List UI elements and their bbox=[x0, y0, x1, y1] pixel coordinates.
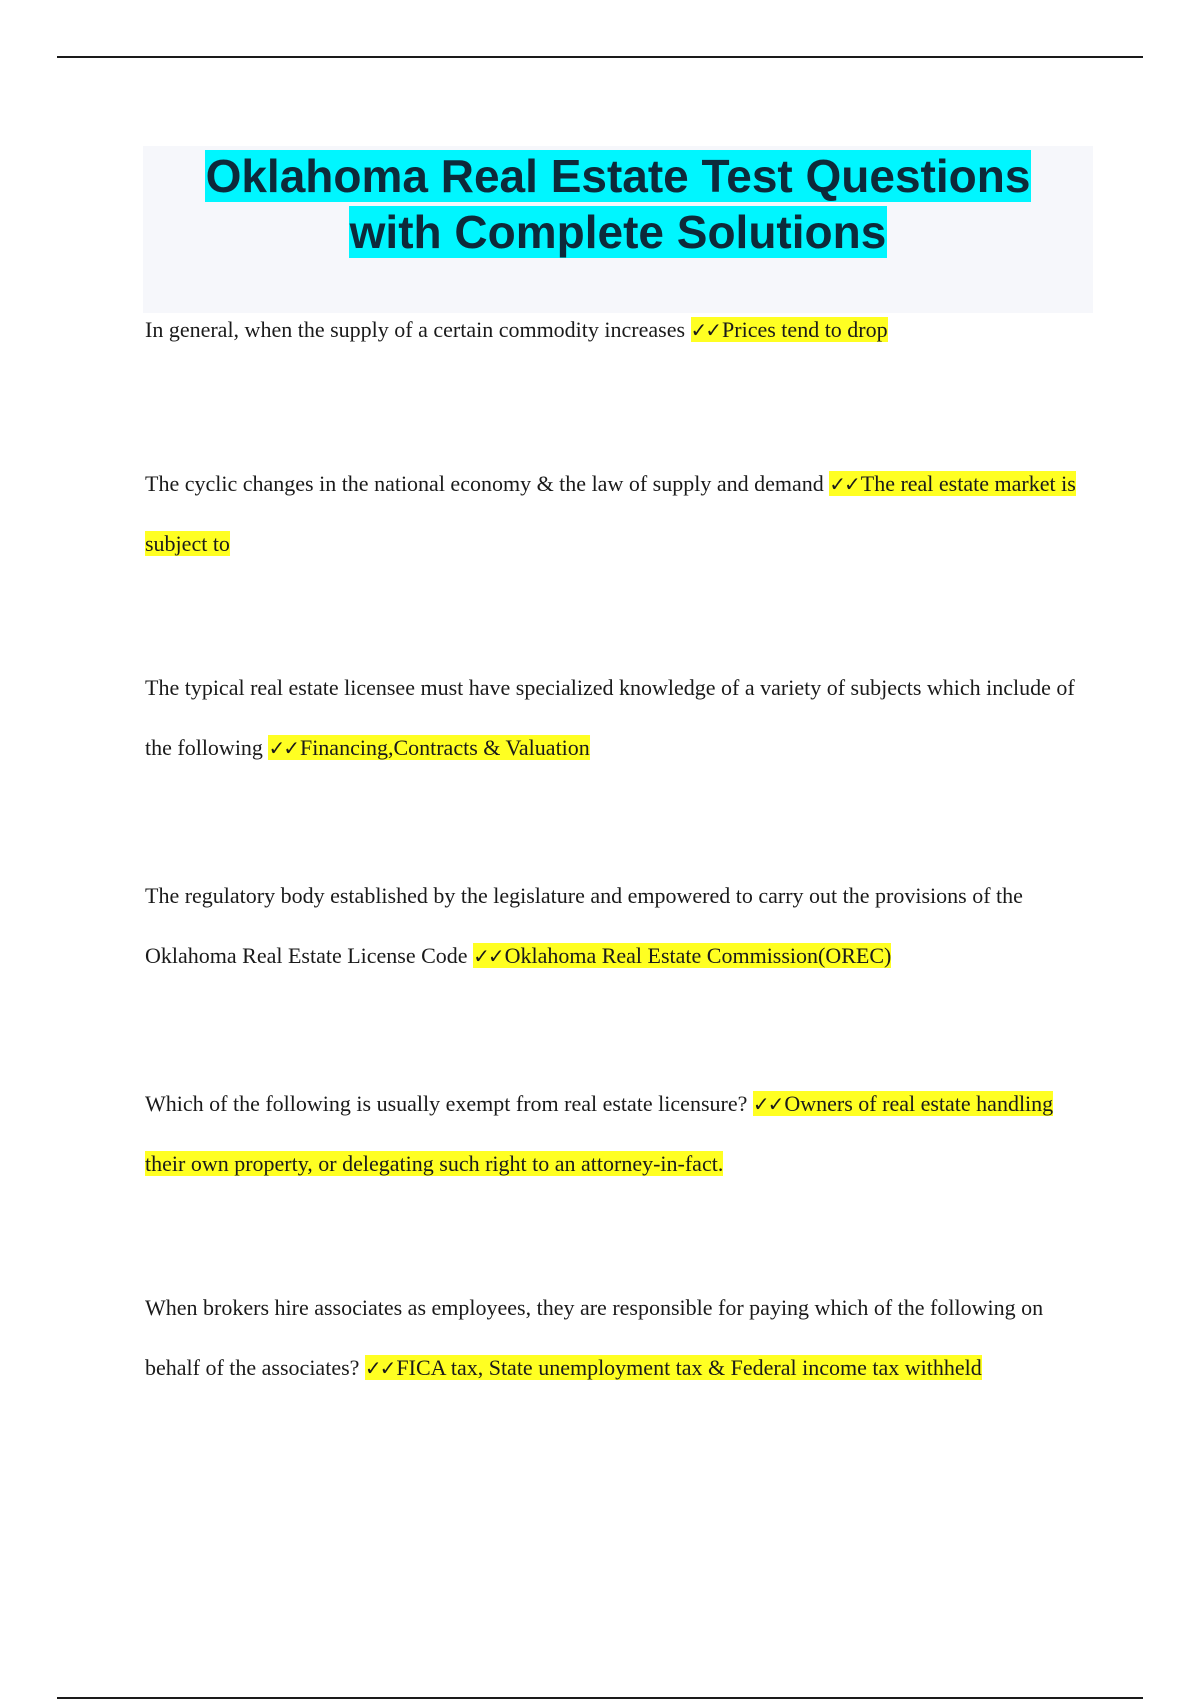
qa-item-1 bbox=[145, 300, 1085, 360]
qa-item-4 bbox=[145, 866, 1085, 986]
answer-highlight bbox=[268, 735, 589, 760]
answer-text: Prices tend to drop bbox=[722, 317, 888, 342]
qa-item-2 bbox=[145, 454, 1085, 574]
bottom-rule bbox=[57, 1697, 1143, 1699]
title-block bbox=[143, 146, 1093, 313]
double-check-icon: ✓✓ bbox=[268, 736, 298, 760]
question-text: When brokers hire associates as employees, they are responsible for paying which of the following on behalf of the associates? bbox=[145, 1295, 1044, 1380]
answer-text: FICA tax, State unemployment tax & Federal income tax withheld bbox=[396, 1355, 982, 1380]
document-title-line-2: with Complete Solutions bbox=[349, 206, 887, 258]
double-check-icon: ✓✓ bbox=[364, 1356, 395, 1380]
answer-highlight bbox=[365, 1355, 982, 1380]
qa-item-5 bbox=[145, 1074, 1085, 1194]
answer-text: The real estate market is subject to bbox=[145, 471, 1076, 556]
top-rule bbox=[57, 56, 1143, 58]
double-check-icon: ✓✓ bbox=[473, 944, 503, 968]
question-text: In general, when the supply of a certain commodity increases bbox=[145, 317, 686, 342]
double-check-icon: ✓✓ bbox=[829, 472, 859, 496]
document-title-line-1: Oklahoma Real Estate Test Questions bbox=[205, 150, 1031, 202]
double-check-icon: ✓✓ bbox=[690, 318, 721, 342]
question-text: The regulatory body established by the legislature and empowered to carry out the provisions of the Oklahoma Real Estate License Code bbox=[145, 883, 1023, 968]
answer-highlight bbox=[473, 943, 891, 968]
answer-text: Owners of real estate handling their own property, or delegating such right to an attorney-in-fact. bbox=[145, 1091, 1054, 1176]
double-check-icon: ✓✓ bbox=[752, 1092, 783, 1116]
question-text: The typical real estate licensee must have specialized knowledge of a variety of subjects which include of the following bbox=[145, 675, 1075, 760]
qa-item-6 bbox=[145, 1278, 1085, 1398]
answer-text: Oklahoma Real Estate Commission(OREC) bbox=[504, 943, 892, 968]
question-text: The cyclic changes in the national economy & the law of supply and demand bbox=[145, 471, 824, 496]
qa-item-3 bbox=[145, 658, 1085, 778]
question-text: Which of the following is usually exempt from real estate licensure? bbox=[145, 1091, 748, 1116]
answer-highlight bbox=[691, 317, 888, 342]
answer-text: Financing,Contracts & Valuation bbox=[299, 735, 590, 760]
